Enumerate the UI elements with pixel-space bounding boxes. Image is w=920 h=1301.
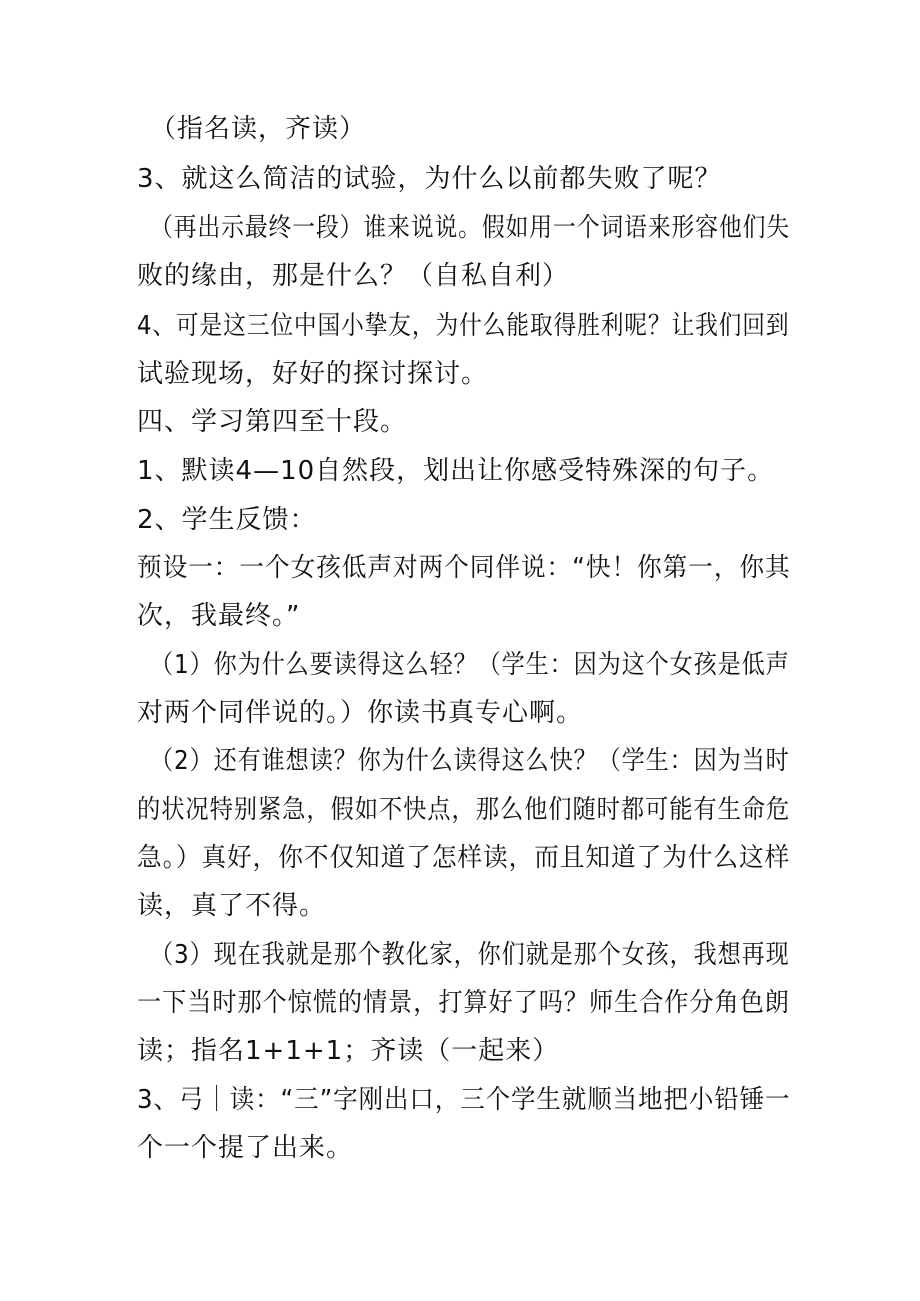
text-line: （指名读，齐读） — [150, 114, 367, 144]
text-line: 急。）真好，你不仅知道了怎样读，而且知道了为什么这样 — [137, 843, 791, 873]
text-line: 3、就这么简洁的试验，为什么以前都失败了呢？ — [137, 164, 722, 194]
text-line: 2、学生反馈： — [137, 505, 317, 535]
text-line: 3、弓｜读：“三”字刚出口，三个学生就顺当地把小铅锤一 — [137, 1085, 791, 1115]
text-line: 读；指名1+1+1；齐读（一起来） — [137, 1036, 560, 1066]
text-line: 试验现场，好好的探讨探讨。 — [137, 359, 489, 389]
text-line: 1、默读4—10自然段，划出让你感受特殊深的句子。 — [137, 456, 775, 486]
text-line: 四、学习第四至十段。 — [137, 407, 408, 437]
text-line: 4、可是这三位中国小挚友，为什么能取得胜利呢？让我们回到 — [137, 311, 790, 341]
text-line: 个一个提了出来。 — [137, 1133, 354, 1163]
text-line: 的状况特别紧急，假如不快点，那么他们随时都可能有生命危 — [137, 795, 791, 825]
text-line: （3）现在我就是那个教化家，你们就是那个女孩，我想再现 — [150, 940, 790, 970]
text-line: （1）你为什么要读得这么轻？（学生：因为这个女孩是低声 — [150, 650, 790, 680]
text-line: （再出示最终一段）谁来说说。假如用一个词语来形容他们失 — [150, 213, 791, 243]
text-line: 一下当时那个惊慌的情景，打算好了吗？师生合作分角色朗 — [137, 988, 790, 1018]
text-line: （2）还有谁想读？你为什么读得这么快？（学生：因为当时 — [150, 746, 790, 776]
text-line: 次，我最终。” — [137, 601, 301, 631]
text-line: 对两个同伴说的。）你读书真专心啊。 — [137, 698, 584, 728]
text-line: 预设一：一个女孩低声对两个同伴说：“快！你第一，你其 — [137, 553, 791, 583]
text-line: 败的缘由，那是什么？（自私自利） — [137, 261, 570, 291]
text-line: 读，真了不得。 — [137, 891, 327, 921]
